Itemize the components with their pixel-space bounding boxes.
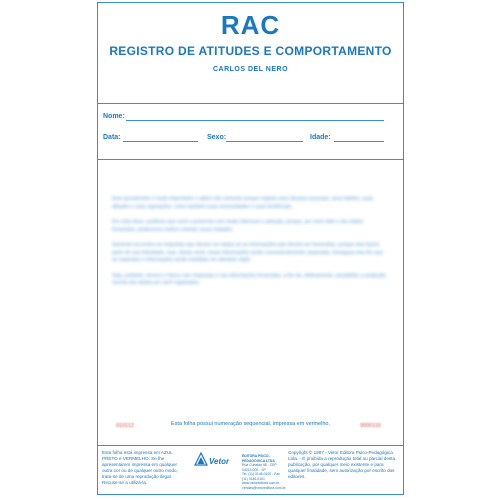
instruction-paragraph: Somente escrevéra as respostas que devem ser dadas se as informações que devem ser fornecidas, porque elas fazem parte de sua intimidade, mas, deixar-senti, essas informações serão convenientemente separadas. Assegura-mos-lhe que as respostas e informações serão mantidas em absoluto sigilo. <box>112 242 383 263</box>
publisher-web: www.vetoreditora.com.br vendas@vetoreditora.com.br <box>242 481 286 490</box>
sequence-number-right: 0000115 <box>359 423 381 429</box>
questionnaire-sheet <box>97 2 404 495</box>
date-label: Data: <box>103 134 121 141</box>
publisher-info <box>242 454 284 490</box>
form-author: CARLOS DEL NERO <box>212 66 289 73</box>
form-header <box>98 3 403 104</box>
instruction-paragraph: Em vista disso, pedimos que você o preencha com muito interesse e atenção, porque, por meio dele e dos dados fornecidos, poderemos melhor orientar nosso trabalho. <box>112 219 364 233</box>
sequence-number-left: 010112 <box>116 423 134 429</box>
publisher-phone: Tel. (11) 3146-0100 - Fax (11) 3146-0101 <box>242 472 280 481</box>
vetor-logo-icon <box>194 452 208 466</box>
print-warning: Esta folha está impressa em AZUL PRETO e VERMELHO. Se lhe apresentarem impressa em qualquer outra cor ou de qualquer outro modo, trata-se de uma reprodução ilegal. Recuse-se a utilizá-la. <box>102 450 178 485</box>
publisher-name: EDITORA PSICO-PEDAGÓGICA LTDA <box>242 454 275 463</box>
instructions-text <box>112 196 389 288</box>
form-title: RAC <box>220 10 281 40</box>
name-field[interactable] <box>126 120 384 121</box>
sex-field[interactable] <box>226 141 303 142</box>
age-field[interactable] <box>334 141 384 142</box>
age-label: Idade: <box>310 134 331 141</box>
form-footer <box>98 446 403 492</box>
instructions-area <box>98 160 403 446</box>
date-field[interactable] <box>123 141 198 142</box>
name-label: Nome: <box>103 113 125 120</box>
form-subtitle: REGISTRO DE ATITUDES E COMPORTAMENTO <box>109 44 392 58</box>
publisher-logo-text: Vetor <box>209 457 230 466</box>
copyright-notice: Copyright © 1997 - Vetor Editora Psico-Pedagógica Ltda. - É proibida a reprodução total ou parcial desta publicação, por qualquer meio existente e para qualquer finalidade, sem autorização por escrito dos editores. <box>288 450 395 479</box>
instruction-paragraph: Seja, portanto, sincero e franco nas respostas e nas informações fornecidas, a fim de, efetivamente, possibilitar a avaliação correta dos dados por você registrados. <box>112 272 386 286</box>
publisher-address: Rua Cubatão 48 - CEP 04013-000 - SP <box>242 463 277 472</box>
sequence-note: Esta folha possui numeração sequencial, impressa em vermelho. <box>171 421 330 427</box>
instruction-paragraph: Este questionário é muito importante e utilizo não somente porque registra seus desejos pessoais, seus hábitos, suas atitudes e suas aspirações, como também suas necessidades e suas tendências. <box>112 196 373 210</box>
sex-label: Sexo: <box>207 134 227 141</box>
respondent-fields <box>98 104 403 160</box>
publisher-block <box>190 446 284 492</box>
